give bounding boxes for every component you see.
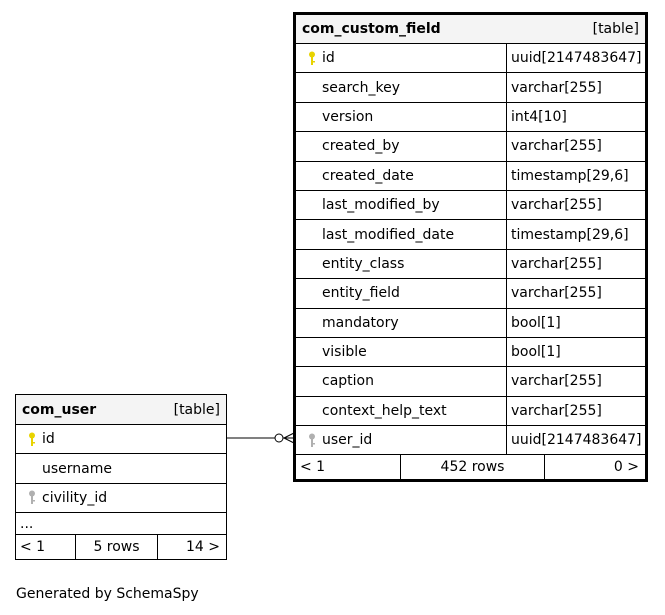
column-type: varchar[255] [506, 191, 645, 219]
column-row[interactable] [296, 250, 645, 279]
column-type: varchar[255] [506, 132, 645, 160]
table-footer [296, 455, 645, 479]
parent-count[interactable]: < 1 [296, 455, 401, 479]
column-row[interactable] [16, 425, 226, 454]
column-name[interactable]: context_help_text [322, 402, 447, 419]
column-type: bool[1] [506, 309, 645, 337]
column-name[interactable]: visible [322, 344, 367, 361]
column-name[interactable]: last_modified_by [322, 197, 440, 214]
column-type: varchar[255] [506, 250, 645, 278]
column-name-cell [296, 162, 506, 190]
table-header[interactable] [296, 15, 645, 44]
column-name[interactable]: id [42, 431, 55, 448]
table-com-custom-field[interactable] [293, 12, 648, 482]
table-kind: [table] [173, 401, 220, 418]
column-name-cell [296, 132, 506, 160]
table-header[interactable] [16, 395, 226, 425]
relationship-zero-marker [275, 434, 283, 442]
column-name-cell [296, 191, 506, 219]
column-name[interactable]: id [322, 50, 335, 67]
column-name-cell [296, 103, 506, 131]
column-type: varchar[255] [506, 279, 645, 307]
column-name-cell [16, 484, 226, 512]
column-name-cell [296, 338, 506, 366]
child-count[interactable]: 14 > [186, 539, 220, 556]
column-name[interactable]: created_date [322, 167, 414, 184]
column-row[interactable] [296, 367, 645, 396]
primary-key-icon [302, 51, 322, 66]
column-name[interactable]: entity_field [322, 285, 400, 302]
column-name[interactable]: created_by [322, 138, 400, 155]
column-type: timestamp[29,6] [506, 220, 645, 248]
column-name-cell [16, 454, 226, 482]
column-name[interactable]: version [322, 108, 374, 125]
column-name-cell [296, 220, 506, 248]
column-row[interactable] [16, 454, 226, 483]
column-name[interactable]: civility_id [42, 489, 108, 506]
column-name[interactable]: last_modified_date [322, 226, 455, 243]
column-type: varchar[255] [506, 73, 645, 101]
table-footer [16, 535, 226, 559]
column-row[interactable] [296, 132, 645, 161]
column-name-cell [16, 425, 226, 453]
column-name[interactable]: search_key [322, 79, 401, 96]
column-row[interactable] [296, 162, 645, 191]
column-list [296, 44, 645, 455]
primary-key-icon [22, 432, 42, 447]
column-type: timestamp[29,6] [506, 162, 645, 190]
parent-count[interactable]: < 1 [16, 535, 76, 559]
column-list [16, 425, 226, 513]
column-row[interactable] [296, 397, 645, 426]
column-row[interactable] [296, 103, 645, 132]
column-name-cell [296, 44, 506, 72]
column-row[interactable] [296, 220, 645, 249]
column-name-cell [296, 426, 506, 454]
column-name[interactable]: entity_class [322, 255, 405, 272]
column-row[interactable] [296, 191, 645, 220]
foreign-key-icon [302, 433, 322, 448]
table-name[interactable]: com_user [22, 401, 97, 418]
generated-by-credit: Generated by SchemaSpy [16, 586, 199, 602]
table-com-user[interactable] [15, 394, 227, 560]
column-type: varchar[255] [506, 367, 645, 395]
column-name-cell [296, 397, 506, 425]
column-row[interactable] [296, 426, 645, 455]
column-type: varchar[255] [506, 397, 645, 425]
column-name-cell [296, 367, 506, 395]
foreign-key-icon [22, 490, 42, 505]
column-name[interactable]: caption [322, 373, 374, 390]
column-row[interactable] [296, 279, 645, 308]
column-name[interactable]: mandatory [322, 314, 399, 331]
column-name[interactable]: username [42, 460, 112, 477]
column-name[interactable]: user_id [322, 432, 373, 449]
column-row[interactable] [296, 44, 645, 73]
column-name-cell [296, 279, 506, 307]
column-row[interactable] [296, 73, 645, 102]
child-count[interactable]: 0 > [613, 459, 639, 476]
column-row[interactable] [16, 484, 226, 513]
column-row[interactable] [296, 338, 645, 367]
column-name-cell [296, 309, 506, 337]
column-type: int4[10] [506, 103, 645, 131]
column-name-cell [296, 250, 506, 278]
row-count: 5 rows [76, 535, 158, 559]
table-kind: [table] [592, 21, 639, 37]
column-type: bool[1] [506, 338, 645, 366]
row-count: 452 rows [401, 455, 545, 479]
more-columns-ellipsis: ... [16, 513, 226, 535]
table-name[interactable]: com_custom_field [302, 21, 441, 37]
column-type: uuid[2147483647] [506, 44, 645, 72]
column-row[interactable] [296, 309, 645, 338]
column-name-cell [296, 73, 506, 101]
column-type: uuid[2147483647] [506, 426, 645, 454]
